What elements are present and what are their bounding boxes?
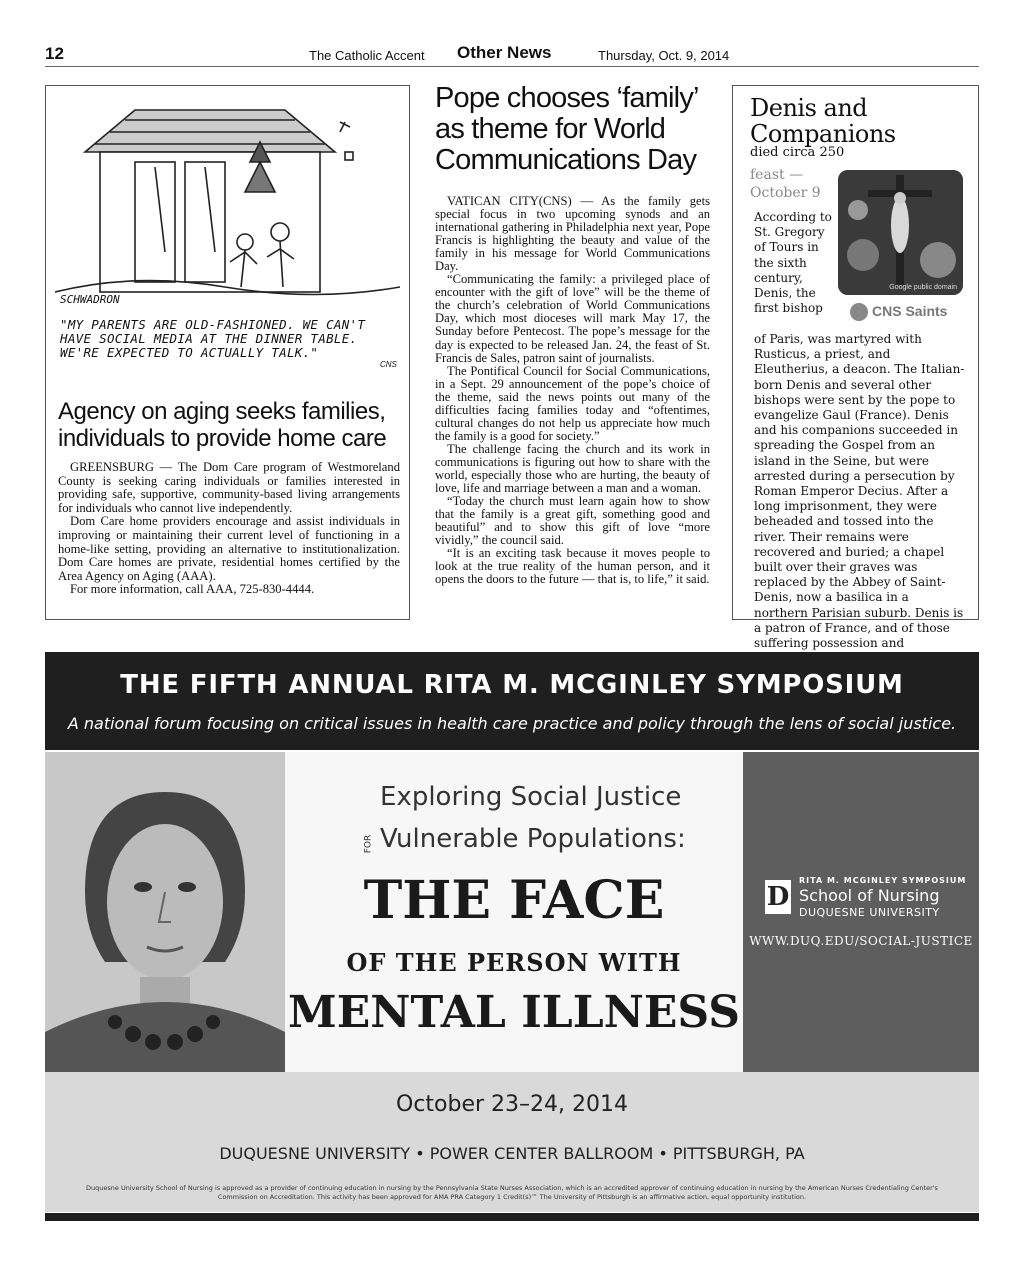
- ad-location: DUQUESNE UNIVERSITY • POWER CENTER BALLROOM • PITTSBURGH, PA: [219, 1144, 805, 1163]
- cartoon-credit: CNS: [380, 360, 397, 369]
- ad-face-line2: OF THE PERSON WITH: [346, 948, 682, 977]
- saint-title: Denis and Companions: [750, 94, 896, 148]
- duquesne-logo-icon: D: [766, 882, 790, 912]
- ad-title: THE FIFTH ANNUAL RITA M. MCGINLEY SYMPOSIUM: [120, 670, 904, 700]
- ad-exploring: Exploring Social Justice: [380, 782, 682, 812]
- pope-paragraph: VATICAN CITY(CNS) — As the family gets special focus in two upcoming synods and an international gathering in Philadelphia next year, Pope Francis is highlighting the beauty and value of the family in his message for World Communications Day.: [435, 194, 710, 274]
- ad-for: FOR: [363, 834, 374, 854]
- agency-headline: Agency on aging seeks families, individuals to provide home care: [58, 398, 387, 452]
- cartoonist-signature: SCHWADRON: [60, 293, 120, 306]
- saint-intro: According to St. Gregory of Tours in the sixth century, Denis, the first bishop: [754, 210, 832, 316]
- section-name: Other News: [457, 43, 552, 62]
- page-header: [45, 38, 979, 67]
- saint-feast: feast — October 9: [750, 167, 821, 201]
- pope-paragraph: The challenge facing the church and its work in communications is figuring out how to share with the world, especially those who are hurting, the beauty of love, life and marriage between a man and a woman.: [435, 441, 710, 496]
- logo-university: DUQUESNE UNIVERSITY: [799, 906, 940, 919]
- agency-article-body: [58, 461, 400, 597]
- agency-paragraph: GREENSBURG — The Dom Care program of Westmoreland County is seeking caring individuals or families interested in providing safe, supportive, community-based living arrangements for individuals who cannot live independently.: [58, 460, 400, 515]
- pope-paragraph: “Today the church must learn again how to show that the family is a great gift, something good and beautiful” and to show this gift of love “more vividly,” the council said.: [435, 494, 710, 548]
- ad-face-line3: MENTAL ILLNESS: [288, 987, 740, 1038]
- ad-footer-panel: [45, 1072, 979, 1212]
- cns-logo-text: CNS Saints: [872, 303, 948, 319]
- cns-logo-icon: [850, 303, 868, 321]
- cns-saints-logo: [850, 303, 947, 321]
- logo-symposium: RITA M. MCGINLEY SYMPOSIUM: [799, 876, 967, 885]
- agency-paragraph: For more information, call AAA, 725-830-4444.: [70, 582, 315, 597]
- pope-paragraph: The Pontifical Council for Social Communications, in a Sept. 29 announcement of the pope’s choice of the theme, said the news points out many of the difficulties facing families today and “oftentimes, cultural changes do not help us appreciate how much the family is a good for society.”: [435, 363, 710, 443]
- pope-paragraph: “It is an exciting task because it moves people to look at the true reality of the human person, and it opens the doors to the future — that is, to life,” it said.: [435, 546, 710, 587]
- pope-article-body: [435, 195, 710, 586]
- ad-fineprint: Duquesne University School of Nursing is approved as a provider of continuing education in nursing by the Pennsylvania State Nurses Association, which is an accredited approver of continuing education in nursing by the American Nurses Credentialing Center's Commission on Accreditation. This activity has been approved for AMA PRA Category 1 Credit(s)™ The University of Pittsburgh is an affirmative action, equal opportunity institution.: [86, 1184, 938, 1201]
- cartoon-caption: "MY PARENTS ARE OLD-FASHIONED. WE CAN'T HAVE SOCIAL MEDIA AT THE DINNER TABLE. WE'RE EXPECTED TO ACTUALLY TALK.": [60, 317, 366, 360]
- ad-bottom-bar: [45, 1213, 979, 1221]
- ad-portrait-photo: [45, 752, 285, 1072]
- issue-date: Thursday, Oct. 9, 2014: [598, 48, 730, 63]
- ad-vulnerable: Vulnerable Populations:: [380, 824, 686, 854]
- ad-face-line1: THE FACE: [363, 870, 665, 931]
- ad-url[interactable]: WWW.DUQ.EDU/SOCIAL-JUSTICE: [749, 934, 973, 948]
- cartoon-illustration: [55, 92, 400, 302]
- saint-died: died circa 250: [750, 145, 845, 160]
- publication-name: The Catholic Accent: [309, 48, 425, 63]
- ad-headline-panel: [285, 752, 743, 1072]
- saint-painting-image: [838, 170, 963, 295]
- ad-sponsor-panel: [743, 752, 979, 1072]
- logo-school: School of Nursing: [799, 886, 940, 905]
- image-credit: Google public domain: [889, 284, 957, 291]
- saint-body: of Paris, was martyred with Rusticus, a priest, and Eleutherius, a deacon. The Italian-born Denis and several other bishops were sent by the pope to evangelize Gaul (France). Denis and his companions succeeded in spreading the Gospel from an island in the Seine, but were arrested during a persecution by Roman Emperor Decius. After a long imprisonment, they were beheaded and tossed into the river. Their remains were recovered and buried; a chapel built over their graves was replaced by the Abbey of Saint-Denis, now a basilica in a northern Parisian suburb. Denis is a patron of France, and of those suffering possession and: [754, 332, 965, 651]
- ad-dates: October 23–24, 2014: [396, 1092, 628, 1117]
- agency-paragraph: Dom Care home providers encourage and assist individuals in improving or maintaining their current level of functioning in a home-like setting, providing an alternative to institutionalization. Dom Care homes are private, residential homes certified by the Area Agency on Aging (AAA).: [58, 514, 400, 583]
- pope-paragraph: “Communicating the family: a privileged place of encounter with the gift of love” will be the theme of the church’s celebration of World Communications Day, which most dioceses will mark May 17, the Sunday before Pentecost. The pope’s message for the day is expected to be released Jan. 24, the feast of St. Francis de Sales, patron saint of journalists.: [435, 272, 710, 365]
- ad-header-banner: [45, 652, 979, 750]
- ad-subtitle: A national forum focusing on critical issues in health care practice and policy through the lens of social justice.: [67, 714, 957, 733]
- page-number: 12: [45, 44, 64, 63]
- pope-headline: Pope chooses ‘family’ as theme for World Communications Day: [435, 82, 698, 176]
